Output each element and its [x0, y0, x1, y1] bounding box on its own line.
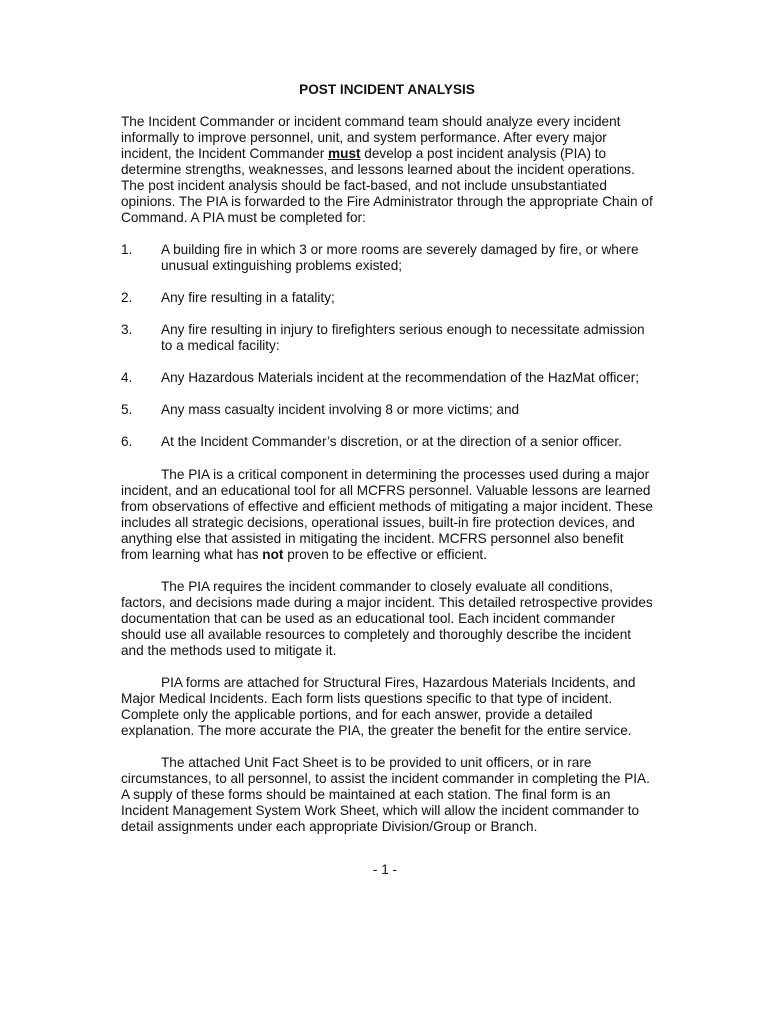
list-number: 2. — [121, 290, 133, 305]
list-item — [121, 242, 653, 274]
paragraph-1-text-2: proven to be effective or efficient. — [283, 547, 487, 562]
list-number: 3. — [121, 322, 133, 337]
list-text: Any fire resulting in a fatality; — [161, 290, 335, 305]
list-text: A building fire in which 3 or more rooms are severely damaged by fire, or where unusual extinguishing problems existed; — [161, 242, 639, 273]
body-paragraph-2: The PIA requires the incident commander to closely evaluate all conditions, factors, and decisions made during a major incident. This detailed retrospective provides documentation that can be used as an educational tool. Each incident commander should use all available resources to completely and thoroughly describe the incident and the methods used to mitigate it. — [121, 579, 653, 658]
list-number: 1. — [121, 242, 133, 257]
list-number: 4. — [121, 370, 133, 385]
paragraph-1-emphasis: not — [262, 547, 284, 562]
list-text: Any Hazardous Materials incident at the recommendation of the HazMat officer; — [161, 370, 640, 385]
list-item — [121, 322, 653, 354]
intro-paragraph — [121, 114, 653, 226]
body-paragraph-4: The attached Unit Fact Sheet is to be provided to unit officers, or in rare circumstances, to all personnel, to assist the incident commander in completing the PIA. A supply of these forms should be maintained at each station. The final form is an Incident Management System Work Sheet, which will allow the incident commander to detail assignments under each appropriate Division/Group or Branch. — [121, 755, 650, 834]
body-paragraph-3: PIA forms are attached for Structural Fires, Hazardous Materials Incidents, and Major Medical Incidents. Each form lists questions specific to that type of incident. Complete only the applicable portions, and for each answer, provide a detailed explanation. The more accurate the PIA, the greater the benefit for the entire service. — [121, 675, 636, 738]
paragraph-1-text-1: The PIA is a critical component in determining the processes used during a major incident, and an educational tool for all MCFRS personnel. Valuable lessons are learned from observations of effective and efficient methods of mitigating a major incident. These includes all strategic decisions, operational issues, built-in fire protection devices, and anything else that assisted in mitigating the incident. MCFRS personnel also benefit from learning what has — [121, 467, 653, 562]
list-item — [121, 290, 653, 306]
list-item — [121, 370, 653, 386]
list-item — [121, 402, 653, 418]
list-number: 6. — [121, 434, 133, 449]
body-paragraph-1 — [121, 467, 653, 563]
list-number: 5. — [121, 402, 133, 417]
criteria-list — [121, 242, 653, 450]
page-title: POST INCIDENT ANALYSIS — [299, 82, 475, 97]
intro-emphasis: must — [328, 146, 361, 161]
page-number: - 1 - — [372, 862, 398, 877]
list-text: Any fire resulting in injury to firefighters serious enough to necessitate admission to a medical facility: — [161, 322, 645, 353]
list-text: At the Incident Commander’s discretion, or at the direction of a senior officer. — [161, 434, 622, 449]
list-item — [121, 434, 653, 450]
intro-text-2: develop a post incident analysis (PIA) to determine strengths, weaknesses, and lessons learned about the incident operations. The post incident analysis should be fact-based, and not include unsubstantiated opinions. The PIA is forwarded to the Fire Administrator through the appropriate Chain of Command. A PIA must be completed for: — [121, 146, 653, 225]
intro-text-1: The Incident Commander or incident command team should analyze every incident informally to improve personnel, unit, and system performance. After every major incident, the Incident Commander — [121, 114, 621, 161]
list-text: Any mass casualty incident involving 8 or more victims; and — [161, 402, 520, 417]
document-body — [121, 82, 653, 851]
